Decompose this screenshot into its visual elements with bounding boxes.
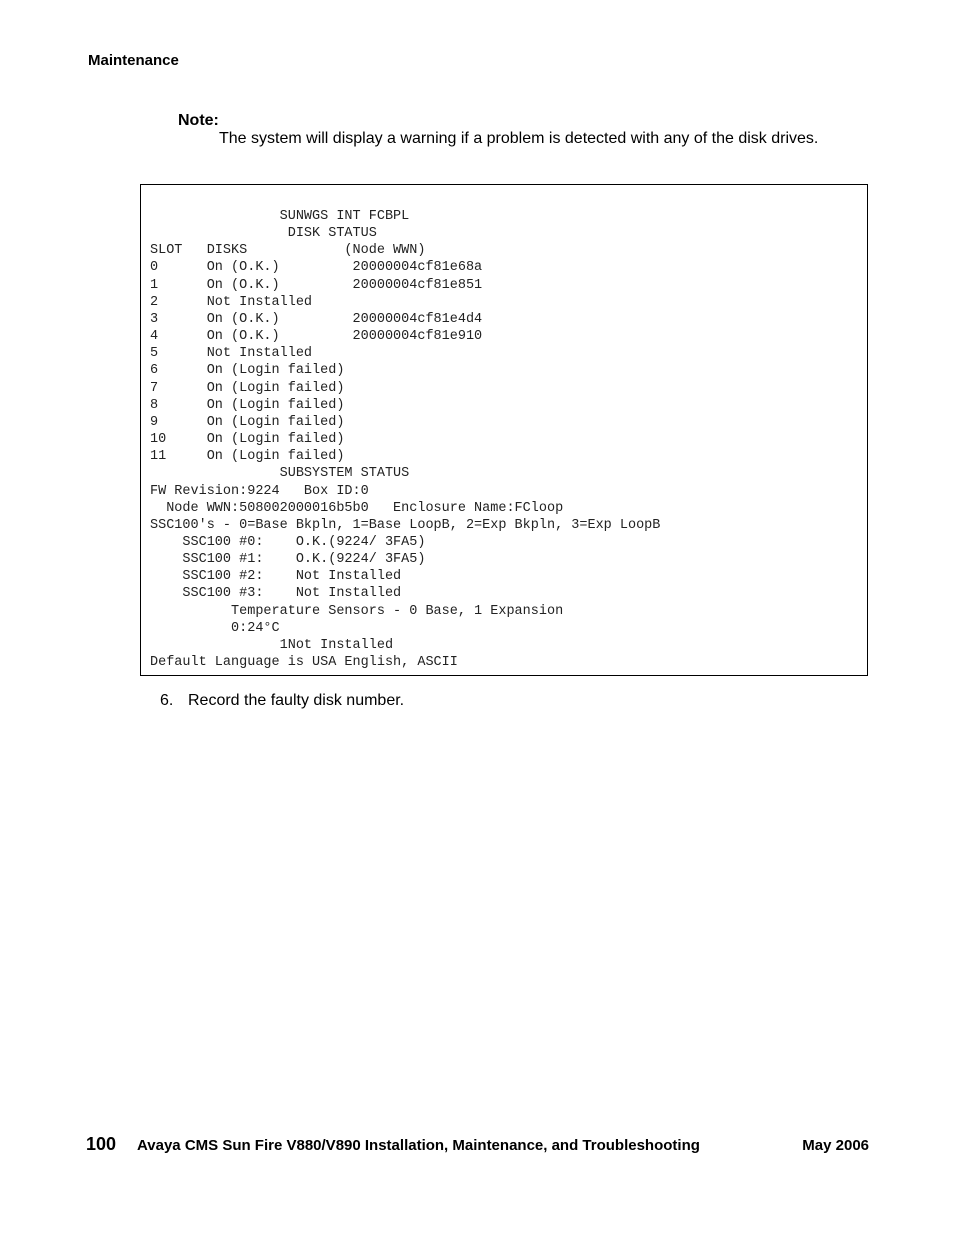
step-number: 6. — [160, 692, 174, 709]
footer-date: May 2006 — [802, 1137, 869, 1154]
screen-output-box — [140, 184, 868, 676]
footer-title: Avaya CMS Sun Fire V880/V890 Installation, Maintenance, and Troubleshooting — [137, 1137, 700, 1154]
step-item — [160, 692, 404, 710]
note-text: The system will display a warning if a problem is detected with any of the disk drives. — [219, 130, 819, 147]
note-label: Note: — [178, 112, 219, 129]
running-header: Maintenance — [88, 52, 179, 69]
footer-page-number: 100 — [86, 1134, 117, 1154]
step-text: Record the faulty disk number. — [188, 692, 405, 709]
screen-output-text: SUNWGS INT FCBPL DISK STATUS SLOT DISKS (Node WWN) 0 On (O.K.) 20000004cf81e68a 1 On (O.K.) 20000004cf81e851 2 Not Installed 3 On (O.K.) 20000004cf81e4d4 4 On (O.K.) 20000004cf81e910 5 Not Installed 6 On (Login failed) 7 On (Login failed) 8 On (Login failed) 9 On (Login failed) 10 On (Login failed) 11 On (Login failed) SUBSYSTEM STATUS FW Revision:9224 Box ID:0 Node WWN:508002000016b5b0 Enclosure Name:FCloop SSC100's - 0=Base Bkpln, 1=Base LoopB, 2=Exp Bkpln, 3=Exp LoopB SSC100 #0: O.K.(9224/ 3FA5) SSC100 #1: O.K.(9224/ 3FA5) SSC100 #2: Not Installed SSC100 #3: Not Installed Temperature Sensors - 0 Base, 1 Expansion 0:24°C 1Not Installed Default Language is USA English, ASCII — [150, 209, 661, 671]
